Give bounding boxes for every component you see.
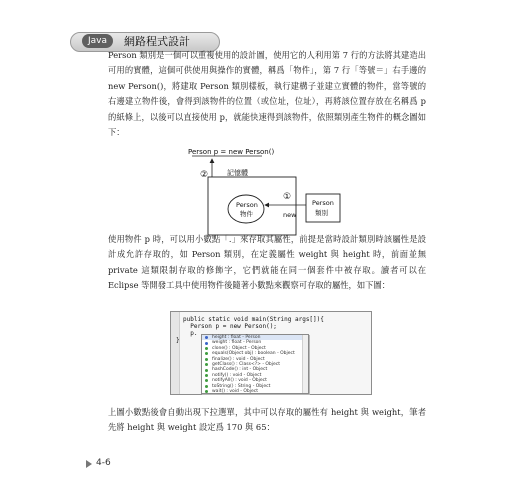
method-icon [205, 363, 208, 366]
method-icon [205, 358, 208, 361]
class-label-line2: 類別 [315, 209, 328, 217]
autocomplete-item-label: clone() : Object - Object [212, 345, 266, 351]
memory-label: 記憶體 [227, 169, 248, 177]
method-icon [205, 385, 208, 388]
book-title: 網路程式設計 [124, 35, 190, 48]
object-label-line2: 物件 [240, 210, 253, 218]
autocomplete-item-label: notify() : void - Object [212, 372, 262, 378]
java-badge: Java [82, 34, 113, 48]
field-icon [205, 342, 208, 345]
step-2-marker: ② [200, 170, 209, 180]
step-1-marker: ① [283, 192, 292, 202]
autocomplete-item-label: toString() : String - Object [212, 383, 271, 389]
autocomplete-item-label: hashCode() : int - Object [212, 367, 268, 373]
person-object [228, 195, 264, 223]
autocomplete-item-label: weight : float - Person [212, 340, 262, 346]
class-label-line1: Person [312, 199, 334, 207]
code-line-1: public static void main(String args[]){ [183, 316, 324, 323]
paragraph-summary: 上圖小數點後會自動出現下拉選單，其中可以存取的屬性有 height 與 weight，筆者先將 height 與 weight 設定爲 170 與 65： [108, 407, 426, 433]
autocomplete-item-label: wait() : void - Object [212, 388, 259, 394]
method-icon [205, 374, 208, 377]
code-line-2: Person p = new Person(); [183, 323, 277, 330]
method-icon [205, 352, 208, 355]
method-icon [205, 347, 208, 350]
object-creation-diagram [170, 137, 370, 247]
field-icon [205, 336, 208, 339]
autocomplete-item-label: equals(Object obj) : boolean - Object [212, 351, 295, 357]
diagram-code-label: Person p = new Person() [188, 148, 275, 156]
new-label: new [283, 211, 297, 219]
method-icon [205, 390, 208, 393]
autocomplete-item-label: getClass() : Class<?> - Object [212, 361, 281, 367]
paragraph-intro: Person 類別是一個可以重複使用的設計圖，使用它的人利用第 7 行的方法將其建造出可用的實體，這個可供使用與操作的實體，稱爲「物件」，第 7 行「等號＝」右手邊的 new Person()，將建取 Person 類別樣板，執行建構子並建立實體的物件，當等號的右邊建立物件後，會得到該物件的位置（或位址，位址），再將該位置存放在名稱爲 p 的紙條上，以後可以直接使用 p，就能快速得到該物件，依照類別產生物件的概念圖如下： [108, 50, 426, 138]
page-arrow-icon [86, 460, 92, 468]
method-icon [205, 379, 208, 382]
code-line-3: p. [183, 330, 198, 337]
page-number: 4-6 [96, 458, 111, 468]
paragraph-access: 使用物件 p 時，可以用小數點「.」來存取其屬性，前提是當時設計類別時該屬性是設計成允許存取的，如 Person 類別，在定義屬性 weight 與 height 時，前面並無 private 這類限制存取的修飾字，它們就能在同一個套件中被存取。讀者可以在 Eclipse 等開發工具中使用物件後隨著小數點來觀察可存取的屬性，如下圖： [108, 234, 426, 291]
method-icon [205, 369, 208, 372]
autocomplete-item[interactable] [202, 389, 308, 394]
code-line-4: } [176, 337, 180, 344]
code-editor-screenshot [170, 311, 372, 395]
autocomplete-item-label: finalize() : void - Object [212, 356, 265, 362]
popup-scrollbar[interactable] [302, 335, 308, 393]
editor-gutter [171, 312, 180, 394]
autocomplete-item-label: height : float - Person [212, 335, 261, 340]
object-label-line1: Person [236, 201, 258, 209]
autocomplete-popup[interactable] [201, 334, 309, 394]
autocomplete-item-label: notifyAll() : void - Object [212, 378, 267, 384]
